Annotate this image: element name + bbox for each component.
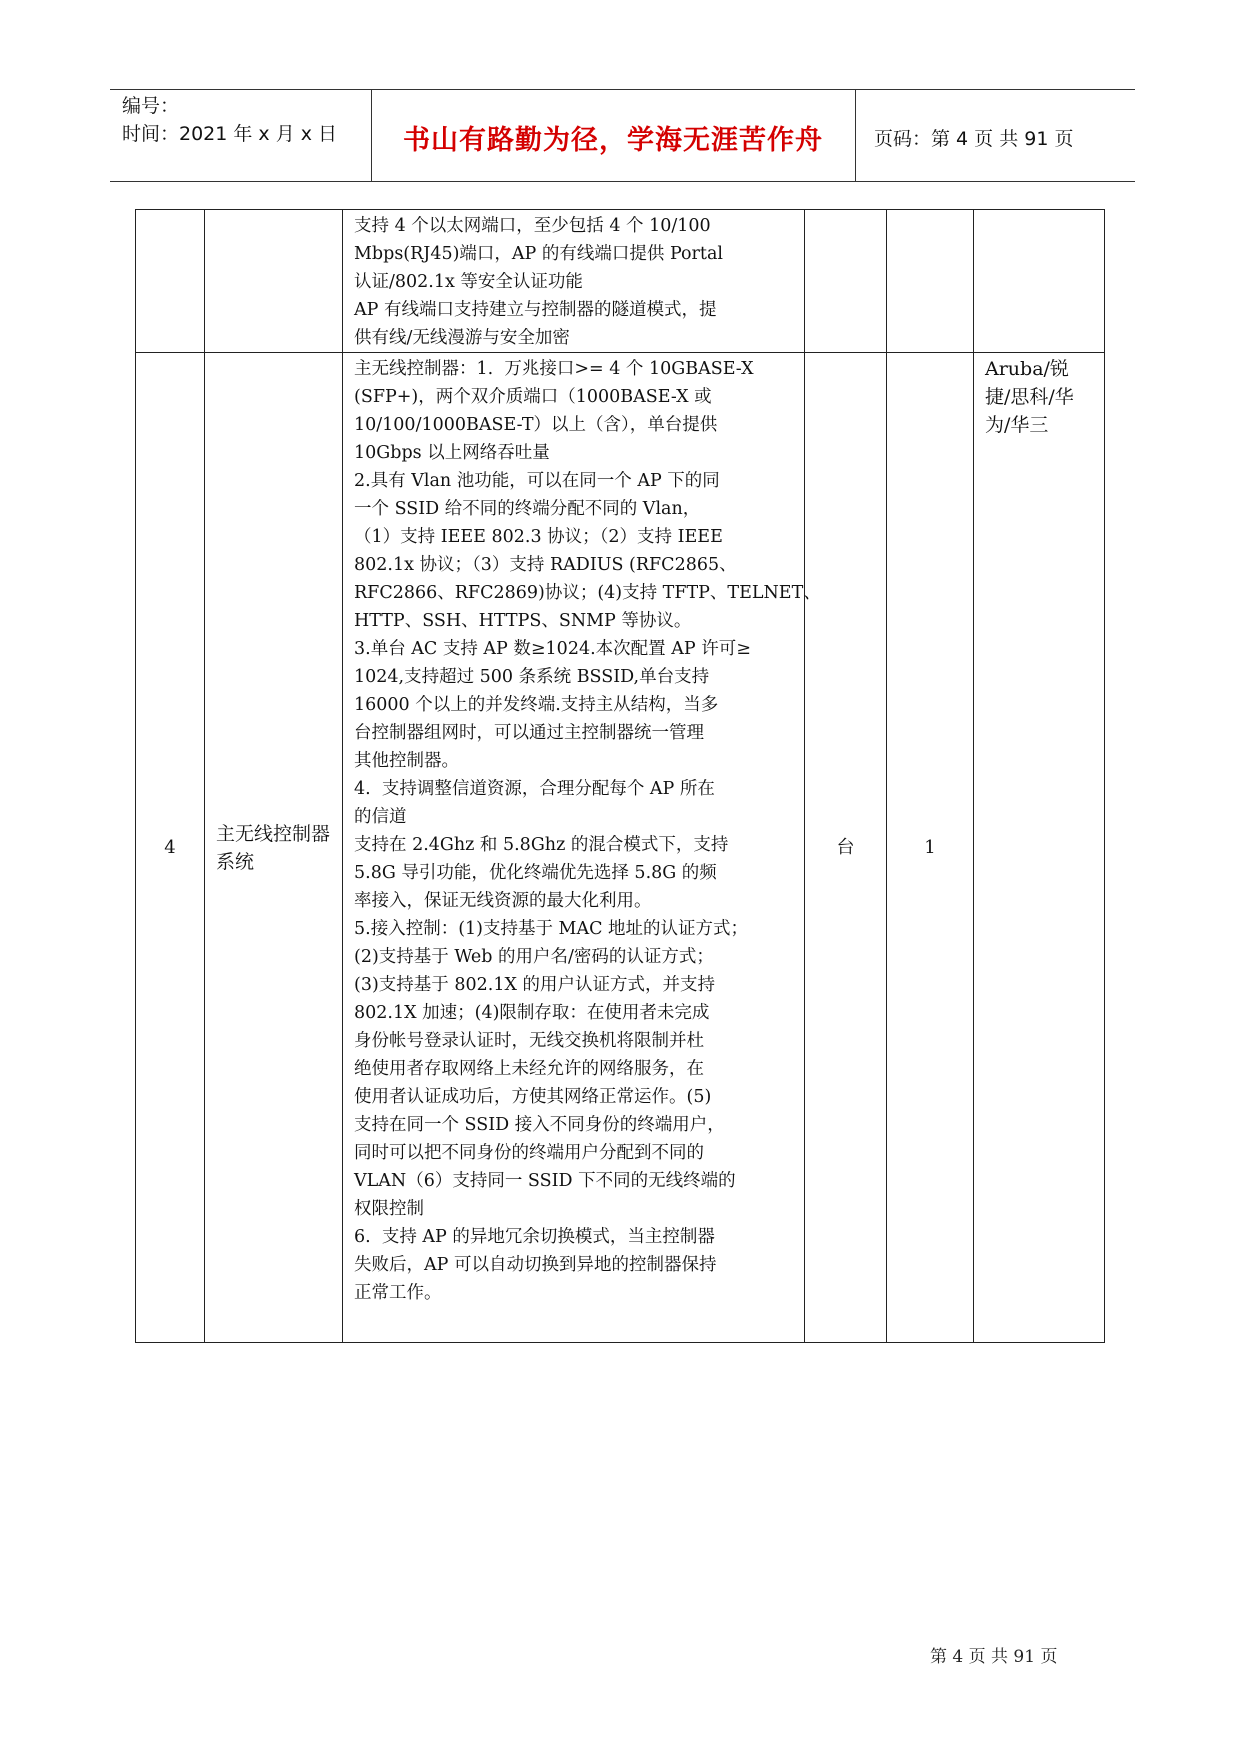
- spec-line: 同时可以把不同身份的终端用户分配到不同的: [354, 1143, 704, 1163]
- document-date: 时间：2021 年 x 月 x 日: [122, 123, 338, 145]
- spec-line: 支持在同一个 SSID 接入不同身份的终端用户，: [354, 1115, 725, 1135]
- row-name: 主无线控制器系统: [205, 353, 343, 1343]
- spec-line: HTTP、SSH、HTTPS、SNMP 等协议。: [354, 611, 692, 631]
- header-divider-right: [855, 90, 856, 182]
- spec-line: 绝使用者存取网络上未经允许的网络服务，在: [354, 1059, 704, 1079]
- spec-line: 身份帐号登录认证时，无线交换机将限制并杜: [354, 1031, 704, 1051]
- row-index: 4: [136, 353, 205, 1343]
- spec-table: [135, 209, 1105, 1343]
- spec-line: 权限控制: [354, 1199, 424, 1219]
- spec-line: 6. 支持 AP 的异地冗余切换模式，当主控制器: [354, 1227, 715, 1247]
- page-footer: 第 4 页 共 91 页: [930, 1647, 1058, 1667]
- spec-line: VLAN（6）支持同一 SSID 下不同的无线终端的: [354, 1171, 736, 1191]
- row-brand: [974, 210, 1105, 353]
- header-left-block: [122, 92, 337, 148]
- spec-line: （1）支持 IEEE 802.3 协议；（2）支持 IEEE: [354, 527, 723, 547]
- table-row: [136, 210, 1105, 353]
- spec-line: 10/100/1000BASE-T）以上（含），单台提供: [354, 415, 718, 435]
- row-index: [136, 210, 205, 353]
- row-spec: [343, 353, 821, 1343]
- header-motto: 书山有路勤为径，学海无涯苦作舟: [403, 125, 823, 156]
- header-page-number: 页码：第 4 页 共 91 页: [874, 128, 1074, 150]
- spec-line: 802.1X 加速；(4)限制存取：在使用者未完成: [354, 1003, 710, 1023]
- spec-line: AP 有线端口支持建立与控制器的隧道模式，提: [354, 300, 717, 320]
- spec-line: 3.单台 AC 支持 AP 数≥1024.本次配置 AP 许可≥: [354, 639, 751, 659]
- spec-line: 10Gbps 以上网络吞吐量: [354, 443, 550, 463]
- spec-line: 其他控制器。: [354, 751, 459, 771]
- row-quantity: [887, 210, 974, 353]
- spec-line: 认证/802.1x 等安全认证功能: [354, 272, 583, 292]
- spec-line: 正常工作。: [354, 1283, 442, 1303]
- spec-line: RFC2866、RFC2869)协议；(4)支持 TFTP、TELNET、: [354, 583, 821, 603]
- spec-line: 供有线/无线漫游与安全加密: [354, 328, 570, 348]
- row-name: [205, 210, 343, 353]
- row-unit: 台: [805, 353, 887, 1343]
- header-top-rule: [110, 89, 1135, 90]
- row-unit: [805, 210, 887, 353]
- spec-line: 16000 个以上的并发终端.支持主从结构，当多: [354, 695, 719, 715]
- spec-line: 2.具有 Vlan 池功能，可以在同一个 AP 下的同: [354, 471, 720, 491]
- row-spec: [343, 210, 805, 353]
- table-row: [136, 353, 1105, 1343]
- row-quantity: 1: [887, 353, 974, 1343]
- spec-line: 5.8G 导引功能，优化终端优先选择 5.8G 的频: [354, 863, 717, 883]
- spec-line: 支持 4 个以太网端口，至少包括 4 个 10/100: [354, 216, 711, 236]
- spec-line: 台控制器组网时，可以通过主控制器统一管理: [354, 723, 704, 743]
- document-number-label: 编号：: [122, 95, 180, 117]
- header-bottom-rule: [110, 181, 1135, 182]
- spec-line: Mbps(RJ45)端口，AP 的有线端口提供 Portal: [354, 244, 723, 264]
- row-brand: Aruba/锐捷/思科/华为/华三: [974, 353, 1105, 1343]
- spec-line: 率接入，保证无线资源的最大化利用。: [354, 891, 652, 911]
- spec-line: 的信道: [354, 807, 407, 827]
- spec-line: 失败后，AP 可以自动切换到异地的控制器保持: [354, 1255, 717, 1275]
- spec-line: 主无线控制器：1. 万兆接口>= 4 个 10GBASE-X: [354, 359, 754, 379]
- spec-line: 1024,支持超过 500 条系统 BSSID,单台支持: [354, 667, 710, 687]
- spec-line: 5.接入控制：(1)支持基于 MAC 地址的认证方式；: [354, 919, 749, 939]
- spec-line: 4. 支持调整信道资源，合理分配每个 AP 所在: [354, 779, 715, 799]
- spec-line: 使用者认证成功后，方使其网络正常运作。(5): [354, 1087, 712, 1107]
- spec-line: (SFP+)，两个双介质端口（1000BASE-X 或: [354, 387, 712, 407]
- spec-line: 802.1x 协议；（3）支持 RADIUS (RFC2865、: [354, 555, 737, 575]
- spec-line: 一个 SSID 给不同的终端分配不同的 Vlan，: [354, 499, 701, 519]
- spec-line: (2)支持基于 Web 的用户名/密码的认证方式；: [354, 947, 714, 967]
- spec-line: 支持在 2.4Ghz 和 5.8Ghz 的混合模式下，支持: [354, 835, 729, 855]
- spec-line: (3)支持基于 802.1X 的用户认证方式，并支持: [354, 975, 715, 995]
